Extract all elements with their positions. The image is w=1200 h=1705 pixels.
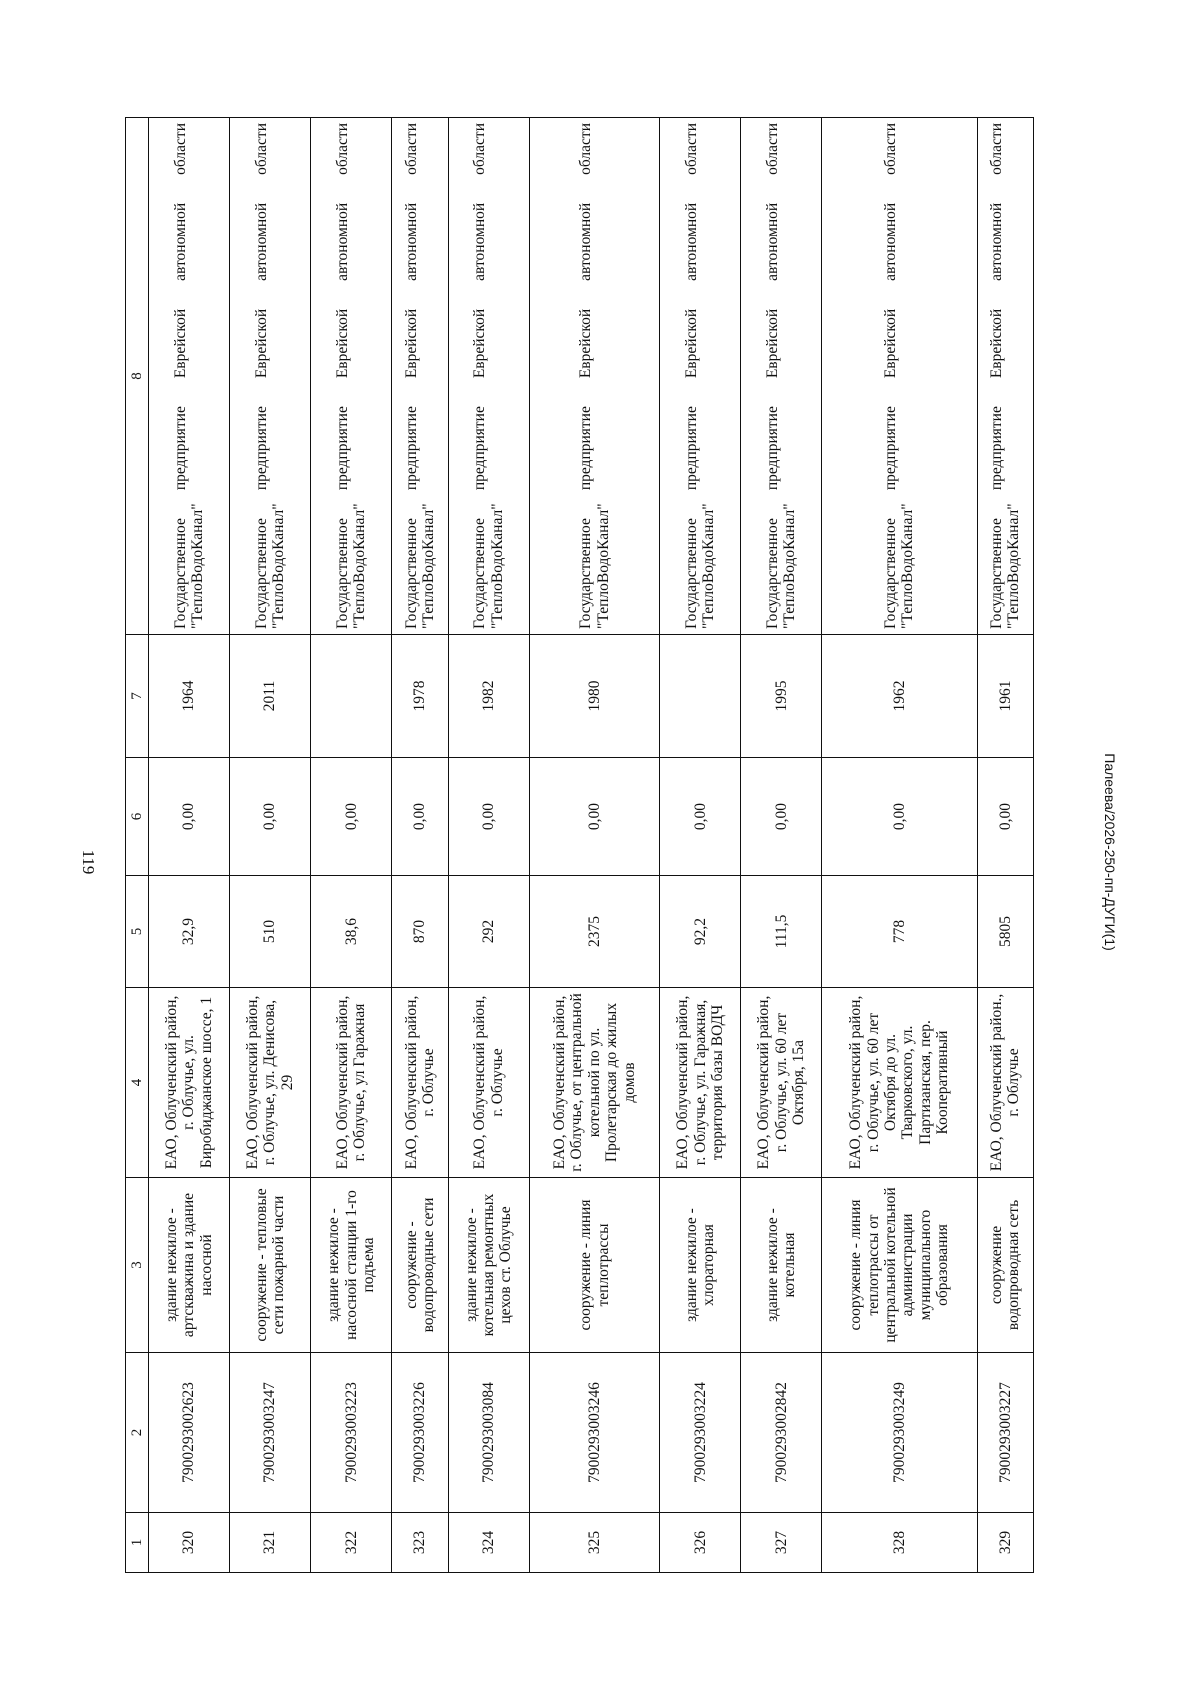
build-year: 1982 bbox=[448, 635, 529, 758]
owner-name: Государственное предприятие Еврейской автономной области "ТеплоВодоКанал" bbox=[149, 118, 230, 635]
cadastral-number: 7900293002623 bbox=[149, 1353, 230, 1513]
object-size: 510 bbox=[230, 876, 311, 988]
object-value: 0,00 bbox=[392, 758, 448, 876]
column-number: 3 bbox=[126, 1178, 149, 1353]
object-value: 0,00 bbox=[448, 758, 529, 876]
object-address: ЕАО, Облученский район, г. Облучье, ул Гаражная bbox=[311, 988, 392, 1178]
table-row bbox=[311, 118, 392, 1573]
table-row bbox=[822, 118, 977, 1573]
column-number: 7 bbox=[126, 635, 149, 758]
object-address: ЕАО, Облученский район, г. Облучье, ул. Денисова, 29 bbox=[230, 988, 311, 1178]
object-description: сооружение - линия теплотрассы bbox=[529, 1178, 659, 1353]
build-year: 1962 bbox=[822, 635, 977, 758]
cadastral-number: 7900293003223 bbox=[311, 1353, 392, 1513]
object-description: сооружение - водопроводные сети bbox=[392, 1178, 448, 1353]
object-value: 0,00 bbox=[311, 758, 392, 876]
row-number: 320 bbox=[149, 1513, 230, 1573]
cadastral-number: 7900293003224 bbox=[660, 1353, 741, 1513]
object-value: 0,00 bbox=[529, 758, 659, 876]
object-address: ЕАО, Облученский район, г. Облучье bbox=[392, 988, 448, 1178]
cadastral-number: 7900293003247 bbox=[230, 1353, 311, 1513]
table-row bbox=[529, 118, 659, 1573]
row-number: 327 bbox=[741, 1513, 822, 1573]
cadastral-number: 7900293003249 bbox=[822, 1353, 977, 1513]
object-description: здание нежилое - насосной станции 1-го подъема bbox=[311, 1178, 392, 1353]
row-number: 323 bbox=[392, 1513, 448, 1573]
object-address: ЕАО, Облученский район, г. Облучье, ул. Гаражная, территория базы ВОДЧ bbox=[660, 988, 741, 1178]
object-size: 92,2 bbox=[660, 876, 741, 988]
table-row bbox=[392, 118, 448, 1573]
object-address: ЕАО, Облученский район, г. Облучье, ул. Биробиджанское шоссе, 1 bbox=[149, 988, 230, 1178]
object-size: 292 bbox=[448, 876, 529, 988]
page-number: 119 bbox=[79, 849, 98, 875]
row-number: 329 bbox=[977, 1513, 1034, 1573]
object-address: ЕАО, Облученский район, г. Облучье, ул. 60 лет Октября, 15а bbox=[741, 988, 822, 1178]
cadastral-number: 7900293003084 bbox=[448, 1353, 529, 1513]
build-year: 1964 bbox=[149, 635, 230, 758]
build-year bbox=[660, 635, 741, 758]
object-description: здание нежилое - хлораторная bbox=[660, 1178, 741, 1353]
owner-name: Государственное предприятие Еврейской автономной области "ТеплоВодоКанал" bbox=[822, 118, 977, 635]
object-description: здание нежилое - котельная bbox=[741, 1178, 822, 1353]
table-row bbox=[660, 118, 741, 1573]
column-number: 1 bbox=[126, 1513, 149, 1573]
table-row bbox=[977, 118, 1034, 1573]
object-address: ЕАО, Облученский район, г. Облучье bbox=[448, 988, 529, 1178]
object-size: 870 bbox=[392, 876, 448, 988]
object-address: ЕАО, Облученский район., г. Облучье bbox=[977, 988, 1034, 1178]
object-value: 0,00 bbox=[149, 758, 230, 876]
object-size: 778 bbox=[822, 876, 977, 988]
object-size: 32,9 bbox=[149, 876, 230, 988]
column-number: 5 bbox=[126, 876, 149, 988]
column-number: 6 bbox=[126, 758, 149, 876]
build-year: 1978 bbox=[392, 635, 448, 758]
column-number-row bbox=[126, 118, 149, 1573]
table-row bbox=[149, 118, 230, 1573]
object-size: 38,6 bbox=[311, 876, 392, 988]
build-year: 1961 bbox=[977, 635, 1034, 758]
build-year: 1995 bbox=[741, 635, 822, 758]
table-row bbox=[448, 118, 529, 1573]
document-footer-code: Палеева/2026-250-пп-ДУГИ(1) bbox=[1102, 753, 1118, 951]
owner-name: Государственное предприятие Еврейской автономной области "ТеплоВодоКанал" bbox=[741, 118, 822, 635]
build-year: 1980 bbox=[529, 635, 659, 758]
object-description: сооружение водопроводная сеть bbox=[977, 1178, 1034, 1353]
cadastral-number: 7900293003226 bbox=[392, 1353, 448, 1513]
table-row bbox=[230, 118, 311, 1573]
object-description: сооружение - тепловые сети пожарной части bbox=[230, 1178, 311, 1353]
object-value: 0,00 bbox=[660, 758, 741, 876]
row-number: 325 bbox=[529, 1513, 659, 1573]
column-number: 4 bbox=[126, 988, 149, 1178]
property-table bbox=[125, 117, 1034, 1573]
object-value: 0,00 bbox=[977, 758, 1034, 876]
owner-name: Государственное предприятие Еврейской автономной области "ТеплоВодоКанал" bbox=[230, 118, 311, 635]
column-number: 8 bbox=[126, 118, 149, 635]
cadastral-number: 7900293003227 bbox=[977, 1353, 1034, 1513]
owner-name: Государственное предприятие Еврейской автономной области "ТеплоВодоКанал" bbox=[977, 118, 1034, 635]
object-size: 5805 bbox=[977, 876, 1034, 988]
table-row bbox=[741, 118, 822, 1573]
object-value: 0,00 bbox=[822, 758, 977, 876]
column-number: 2 bbox=[126, 1353, 149, 1513]
object-value: 0,00 bbox=[741, 758, 822, 876]
owner-name: Государственное предприятие Еврейской автономной области "ТеплоВодоКанал" bbox=[392, 118, 448, 635]
row-number: 326 bbox=[660, 1513, 741, 1573]
owner-name: Государственное предприятие Еврейской автономной области "ТеплоВодоКанал" bbox=[311, 118, 392, 635]
object-description: здание нежилое - артскважина и здание насосной bbox=[149, 1178, 230, 1353]
owner-name: Государственное предприятие Еврейской автономной области "ТеплоВодоКанал" bbox=[660, 118, 741, 635]
build-year bbox=[311, 635, 392, 758]
cadastral-number: 7900293003246 bbox=[529, 1353, 659, 1513]
object-address: ЕАО, Облученский район, г. Облучье, от центральной котельной по ул. Пролетарская до жилых домов bbox=[529, 988, 659, 1178]
row-number: 322 bbox=[311, 1513, 392, 1573]
owner-name: Государственное предприятие Еврейской автономной области "ТеплоВодоКанал" bbox=[448, 118, 529, 635]
object-description: здание нежилое - котельная ремонтных цехов ст. Облучье bbox=[448, 1178, 529, 1353]
object-size: 2375 bbox=[529, 876, 659, 988]
object-value: 0,00 bbox=[230, 758, 311, 876]
document-body bbox=[125, 118, 1034, 1573]
owner-name: Государственное предприятие Еврейской автономной области "ТеплоВодоКанал" bbox=[529, 118, 659, 635]
object-size: 111,5 bbox=[741, 876, 822, 988]
row-number: 321 bbox=[230, 1513, 311, 1573]
object-address: ЕАО, Облученский район, г. Облучье, ул. 60 лет Октября до ул. Тварковского, ул. Партизанская, пер. Кооперативный bbox=[822, 988, 977, 1178]
row-number: 328 bbox=[822, 1513, 977, 1573]
build-year: 2011 bbox=[230, 635, 311, 758]
object-description: сооружение - линия теплотрассы от центральной котельной администрации муниципального образования bbox=[822, 1178, 977, 1353]
row-number: 324 bbox=[448, 1513, 529, 1573]
cadastral-number: 7900293002842 bbox=[741, 1353, 822, 1513]
